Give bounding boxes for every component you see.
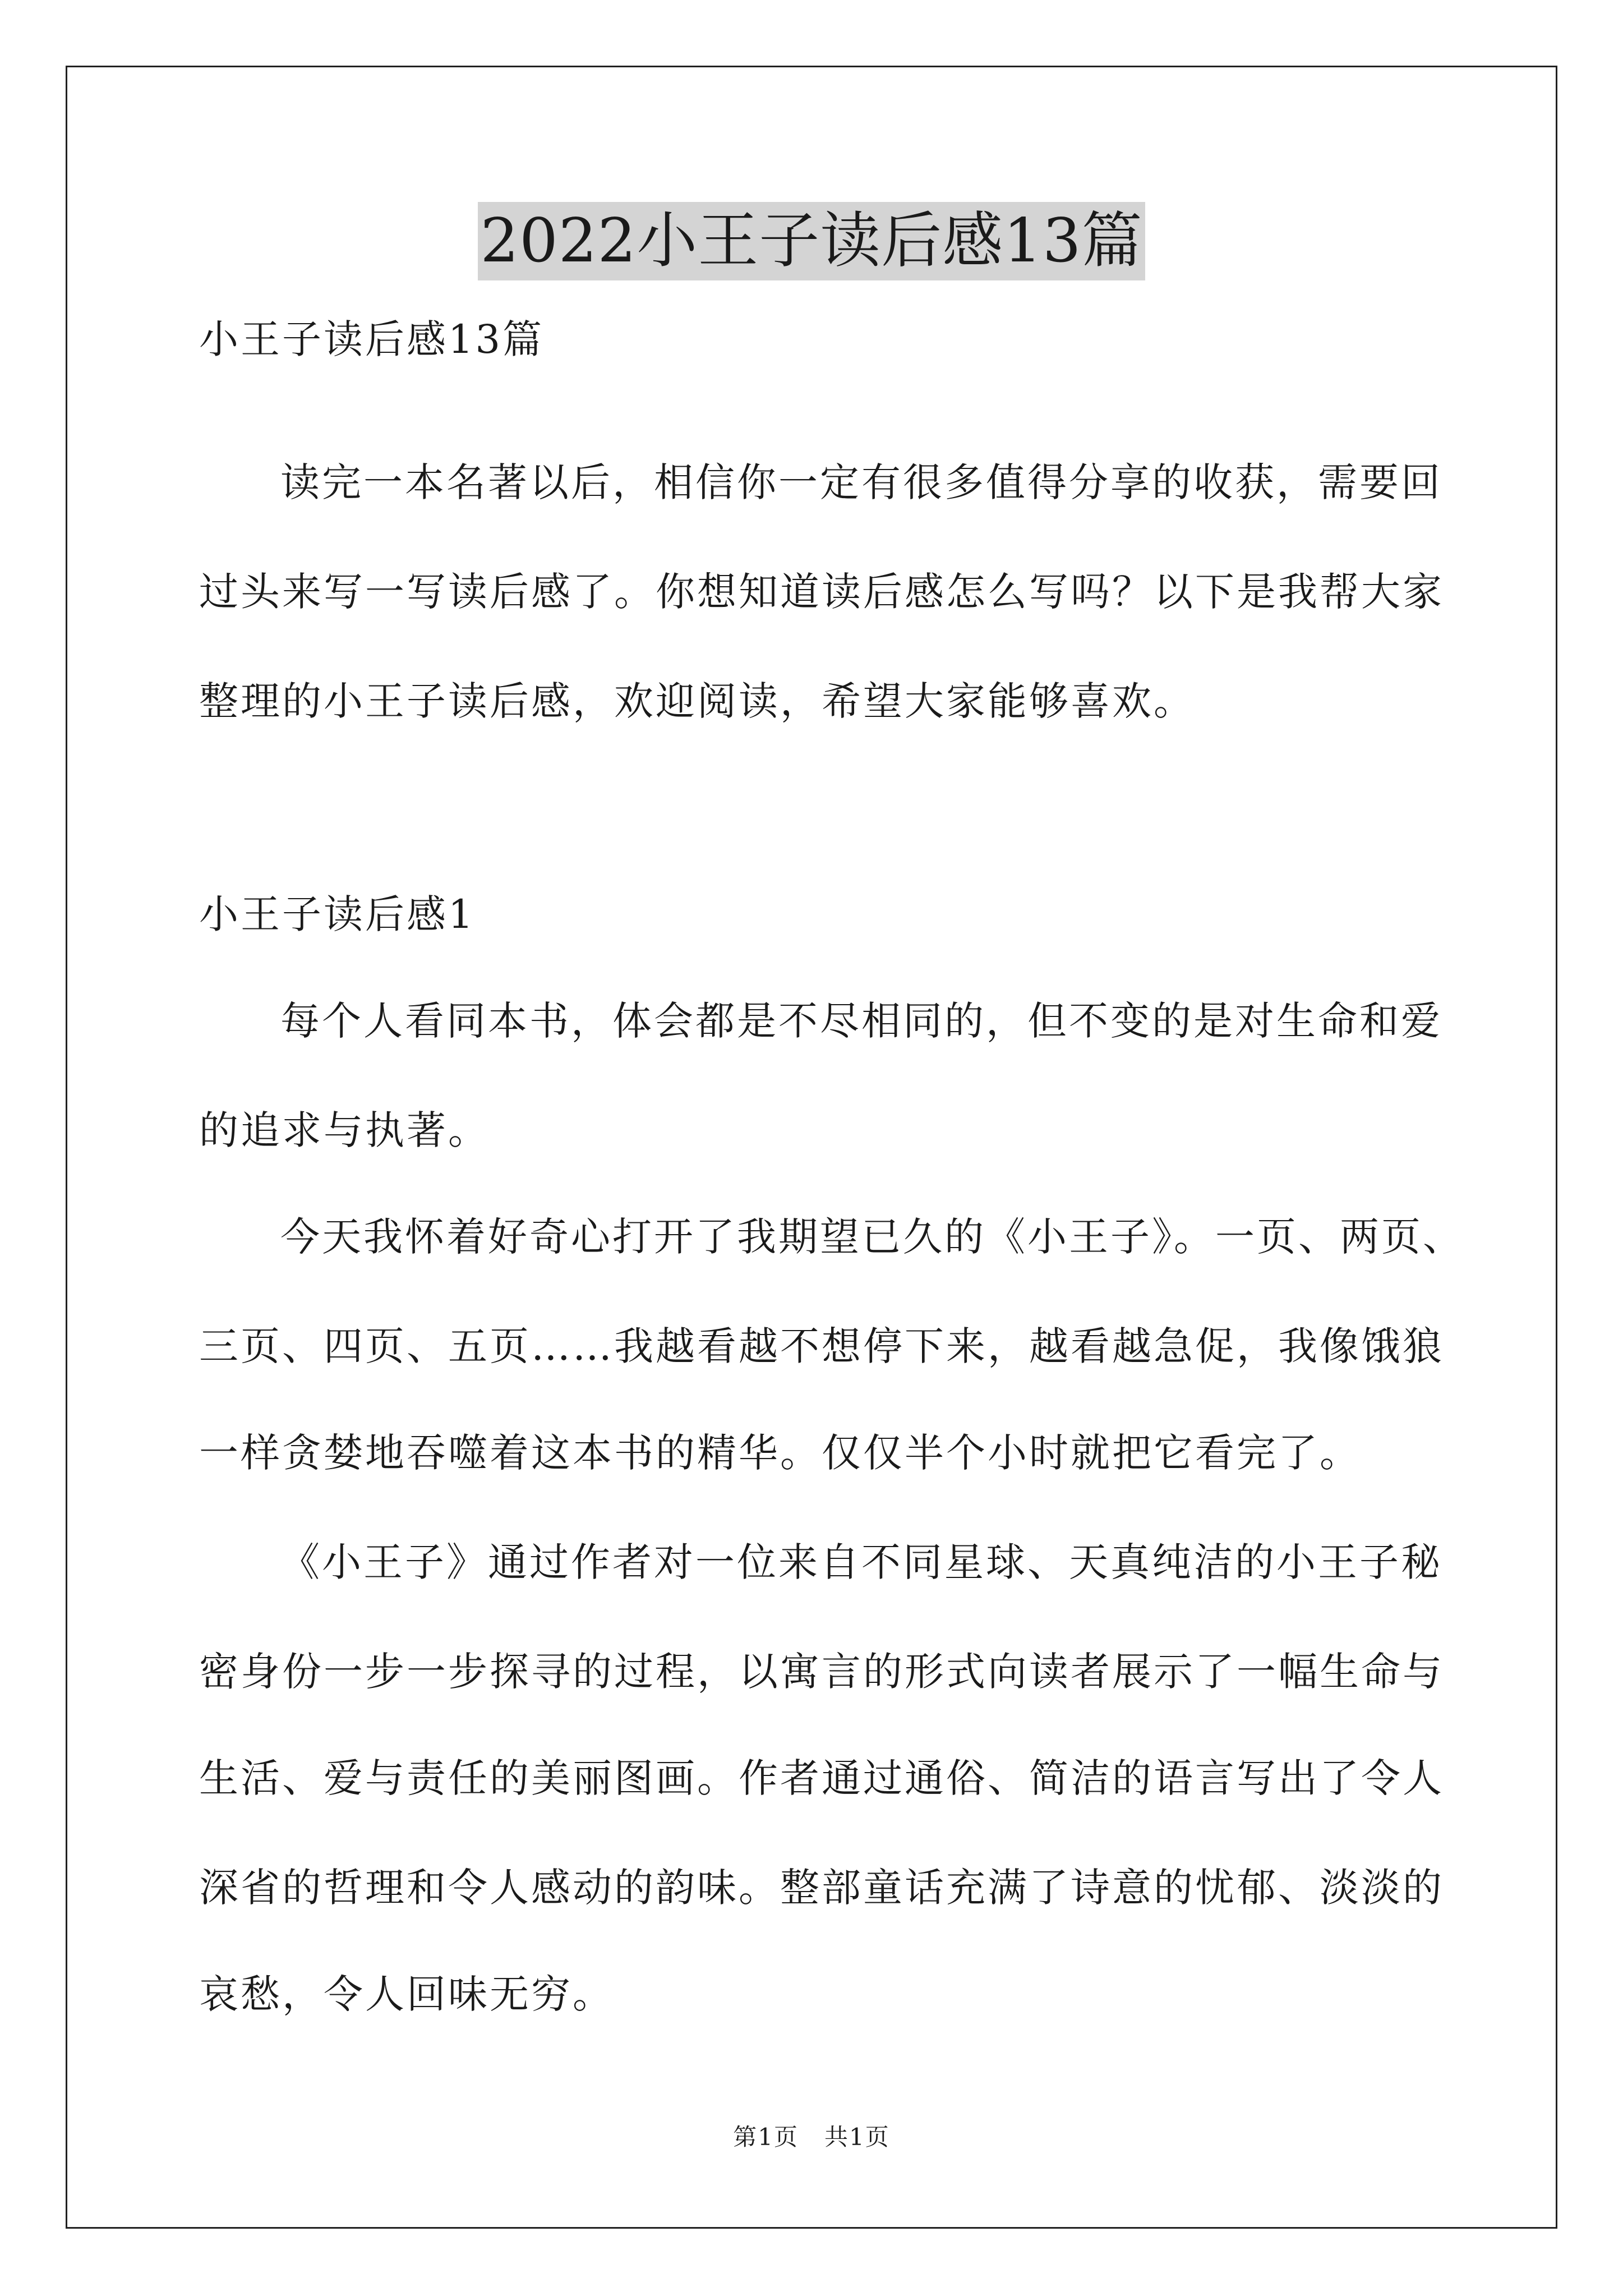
paragraph-line: 每个人看同本书，体会都是不尽相同的，但不变的是对生命和爱 — [280, 998, 1442, 1044]
intro-line: 过头来写一写读后感了。你想知道读后感怎么写吗？以下是我帮大家 — [199, 569, 1444, 615]
paragraph-line: 哀愁，令人回味无穷。 — [199, 1971, 614, 2017]
intro-line: 读完一本名著以后，相信你一定有很多值得分享的收获，需要回 — [280, 459, 1442, 505]
paragraph-line: 《小王子》通过作者对一位来自不同星球、天真纯洁的小王子秘 — [280, 1539, 1442, 1585]
document-subtitle: 小王子读后感13篇 — [199, 316, 545, 362]
paragraph-line: 的追求与执著。 — [199, 1107, 490, 1153]
paragraph-line: 深省的哲理和令人感动的韵味。整部童话充满了诗意的忧郁、淡淡的 — [199, 1865, 1444, 1911]
title-container — [0, 202, 1623, 280]
document-title: 2022小王子读后感13篇 — [478, 202, 1145, 280]
page-footer: 第1页 共1页 — [733, 2123, 890, 2151]
paragraph-line: 生活、爱与责任的美丽图画。作者通过通俗、简洁的语言写出了令人 — [199, 1755, 1444, 1801]
paragraph-line: 今天我怀着好奇心打开了我期望已久的《小王子》。一页、两页、 — [280, 1214, 1464, 1260]
paragraph-line: 密身份一步一步探寻的过程，以寓言的形式向读者展示了一幅生命与 — [199, 1649, 1444, 1695]
paragraph-line: 一样贪婪地吞噬着这本书的精华。仅仅半个小时就把它看完了。 — [199, 1430, 1361, 1476]
paragraph-line: 三页、四页、五页……我越看越不想停下来，越看越急促，我像饿狼 — [199, 1323, 1444, 1369]
section-heading: 小王子读后感1 — [199, 891, 476, 937]
intro-line: 整理的小王子读后感，欢迎阅读，希望大家能够喜欢。 — [199, 678, 1195, 724]
